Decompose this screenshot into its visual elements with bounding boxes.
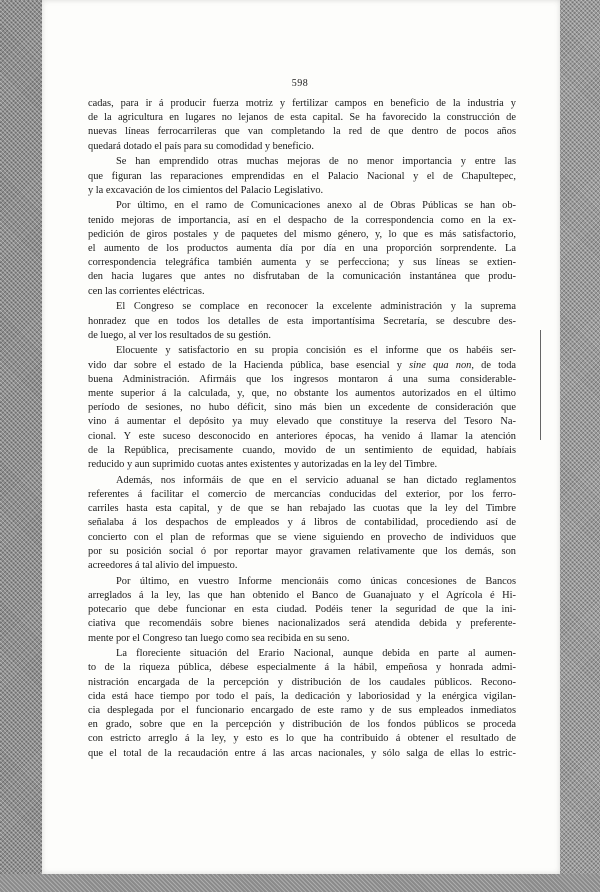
text-line: que el total de la recaudación entre á las arcas nacionales, y sólo salga de ellas lo estric- [88,747,516,759]
paragraph-p7 [88,575,516,646]
text-line: Se han emprendido otras muchas mejoras de no menor importancia y entre las [116,156,516,168]
text-line: La floreciente situación del Erario Nacional, aunque debida en parte al aumen- [116,648,516,660]
scan-edge-right [560,0,600,892]
text-line: por su posición social ó por reportar mayor gravamen relativamente que los demás, son [88,545,516,557]
text-line: den hacia lugares que antes no disfrutaban de la comunicación instantánea que produ- [88,271,516,283]
text-line: correspondencia telegráfica también aumenta y se perfecciona; y sus líneas se extien- [88,257,516,269]
text-line: ciativa que recomendáis sobre bienes nacionalizados será atendida debida y preferente- [88,618,516,630]
text-line: nistración encargada de la percepción y distribución de los caudales públicos. Recono- [88,676,516,688]
text-line: reducido y aun suprimido cuotas antes existentes y autorizadas en la ley del Timbre. [88,459,438,471]
page-number: 598 [291,78,309,89]
text-line: cional. Y este suceso desconocido en anteriores épocas, ha venido á llamar la atención [88,430,516,442]
text-line: concierto con el plan de reformas que se viene siguiendo en provecho de individuos que [88,531,516,543]
text-line: buena Administración. Afirmáis que los ingresos montaron á una suma considerable- [88,373,516,385]
text-line: honradez que en todos los detalles de esta importantísima Secretaría, se descubre des- [88,315,516,327]
paragraph-p8 [88,647,516,761]
text-line: señalaba á los despachos de empleados y á libros de contabilidad, procediendo así de [88,517,516,529]
text-line: mente superior á la calculada, y, que, no obstante los aumentos autorizados en el último [88,388,516,400]
text-line: quedará dotado el país para su comodidad y beneficio. [88,140,314,152]
scan-edge-bottom [0,874,600,892]
scan-edge-left [0,0,42,892]
paragraph-p5 [88,344,516,472]
paragraph-p6 [88,474,516,573]
text-line: nuevas líneas ferrocarrileras que van completando la red de que dentro de pocos años [88,126,516,138]
text-line: el aumento de los productos aumenta día por día en una proporción sorprendente. La [88,243,516,255]
text-line: Además, nos informáis de que en el servicio aduanal se han dictado reglamentos [116,474,516,486]
text-line: período de sesiones, no hubo déficit, sino más bien un excedente de consideración que [88,402,516,414]
text-line: que figuran las reparaciones emprendidas en el Palacio Nacional y el de Chapultepec, [88,170,516,182]
text-line: vino á aumentar el depósito ya muy elevado que constituye la reserva del Tesoro Na- [88,416,516,428]
text-line: Elocuente y satisfactorio en su propia concisión es el informe que os habéis ser- [116,345,516,357]
text-line: referentes á facilitar el comercio de mercancías conducidas del exterior, por los ferro- [88,488,516,500]
scan-artifact-line [540,330,541,440]
text-line: acreedores á tal alivio del impuesto. [88,560,238,571]
text-line: cia desplegada por el funcionario encargado de este ramo y de sus empleados inmediatos [88,705,516,717]
text-line: carriles hasta esta capital, y de que se han rebajado las cuotas que la ley del Timbre [88,503,516,515]
paragraph-p4 [88,300,516,343]
text-line: en grado, sobre que en la percepción y distribución de los fondos públicos se proceda [88,719,516,731]
text-line: de luego, al ver los resultados de su gestión. [88,329,271,341]
text-line: de la República, precisamente cuando, movido de un sentimiento de equidad, habíais [88,444,516,456]
text-line: cadas, para ir á producir fuerza motriz y fertilizar campos en beneficio de la industria y [88,98,516,109]
text-line: vido dar sobre el estado de la Hacienda pública, base esencial y sine qua non, de toda [88,359,516,371]
text-line: potecario que debe funcionar en esta ciudad. Podéis tener la seguridad de que la ini- [88,604,516,616]
text-line: cen las corrientes eléctricas. [88,285,205,297]
body-text [88,97,516,762]
text-line: Por último, en vuestro Informe mencionáis como únicas concesiones de Bancos [116,575,516,587]
text-line: cida está hace tiempo por todo el país, la dedicación y laboriosidad y la enérgica vigilan- [88,690,516,702]
text-line: de la agricultura en lugares no lejanos de esta capital. Se ha favorecido la construcción de [88,112,516,124]
paragraph-p1 [88,97,516,154]
text-line: Por último, en el ramo de Comunicaciones anexo al de Obras Públicas se han ob- [116,200,516,212]
text-line: tenido mejoras de importancia, así en el despacho de la correspondencia como en la ex- [88,214,516,226]
text-line: mente por el Congreso tan luego como sea recibida en su seno. [88,632,350,644]
text-line: y la excavación de los cimientos del Palacio Legislativo. [88,184,324,196]
paragraph-p3 [88,199,516,298]
text-line: to de la riqueza pública, débese especialmente á la hábil, empeñosa y honrada admi- [88,662,516,674]
text-line: pedición de giros postales y de paquetes del mismo género, y, lo que es más satisfactorio, [88,228,516,240]
text-line: arreglados á la ley, las que han obtenido el Banco de Guanajuato y el Agrícola é Hi- [88,589,516,601]
text-line: El Congreso se complace en reconocer la excelente administración y la suprema [116,301,516,313]
text-line: con estricto arreglo á la ley, y esto es lo que ha contribuido á obtener el resultado de [88,733,516,745]
paragraph-p2 [88,155,516,198]
